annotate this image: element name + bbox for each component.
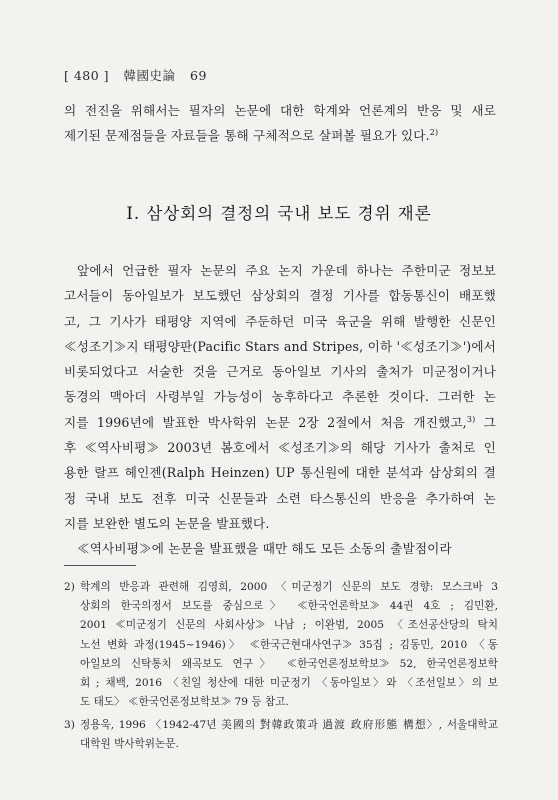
footnote-ref-3[interactable]: 3) <box>466 414 476 424</box>
footnote-number: 2) <box>64 581 75 593</box>
body-line-tail: 그 <box>483 414 496 430</box>
body-line: 앞에서 언급한 필자 논문의 주요 논지 가운데 하나는 주한미군 정보보 <box>77 263 496 278</box>
body-line: 용한 랄프 헤인젠(Ralph Heinzen) UP 통신원에 대한 분석과 삼상회의 결 <box>64 465 496 481</box>
footnote-number: 3) <box>64 719 75 731</box>
body-line: 정 국내 보도 전후 미국 신문들과 소련 타스통신의 반응을 추가하여 논 <box>64 490 496 506</box>
intro-line-1: 의 전진을 위해서는 필자의 논문에 대한 학계와 언론계의 반응 및 새로 <box>64 103 496 118</box>
footnote-line: 2001 ≪미군정기 신문의 사회사상≫ 나남 ; 이완범, 2005 〈조선공산당의 탁치 <box>80 619 498 632</box>
footnote-line: 회 ; 채백, 2016 〈친일 청산에 대한 미군정기 〈동아일보〉와 〈조선일보〉의 보 <box>80 676 498 689</box>
body-line: 동경의 맥아더 사령부일 가능성이 농후하다고 추론한 것이다. 그러한 논 <box>64 389 496 405</box>
body-line: 고, 그 기사가 태평양 지역에 주둔하던 미국 육군을 위해 발행한 신문인 <box>64 313 496 329</box>
footnote-2 <box>64 578 498 712</box>
footnote-line <box>64 716 498 735</box>
footnote-ref-2[interactable]: 2) <box>429 128 439 138</box>
footnote-line: 노선 변화 과정(1945~1946)〉 ≪한국근현대사연구≫ 35집 ; 김동민, 2010 〈동 <box>80 638 498 651</box>
footnote-line: 아일보의 신탁통치 왜곡보도 연구〉 ≪한국언론정보학보≫ 52, 한국언론정보학 <box>80 657 498 670</box>
footnote-3 <box>64 716 498 754</box>
footnote-line: 상회의 한국의정서 보도를 중심으로〉 ≪한국언론학보≫ 44권 4호 ; 김민환, <box>80 600 498 613</box>
section-heading: Ⅰ. 삼상회의 결정의 국내 보도 경위 재론 <box>126 204 432 223</box>
body-line: 지를 보완한 별도의 논문을 발표했다. <box>64 515 270 531</box>
body-paragraph-2: ≪역사비평≫에 논문을 발표했을 때만 해도 모든 소동의 출발점이라 <box>77 541 452 557</box>
running-header <box>64 66 217 84</box>
footnote-line: 도 태도〉 ≪한국언론정보학보≫ 79 등 참고. <box>80 696 289 709</box>
footnote-text: 학계의 반응과 관련해 김영희, 2000 〈미군정기 신문의 보도 경향: 모스크바 3 <box>80 581 498 593</box>
footnote-text: 정용욱, 1996 〈1942-47년 美國의 對韓政策과 過渡 政府形態 構想〉, 서울대학교 <box>80 719 498 731</box>
body-line: 고서들이 동아일보가 보도했던 삼상회의 결정 기사를 합동통신이 배포했 <box>64 288 496 304</box>
intro-paragraph <box>64 98 496 149</box>
body-line: 후 ≪역사비평≫ 2003년 봄호에서 ≪성조기≫의 해당 기사가 출처로 인 <box>64 440 496 456</box>
footnote-line <box>64 578 498 597</box>
journal-volume: 69 <box>190 68 207 83</box>
footnote-divider <box>64 565 136 566</box>
body-line-with-footnote <box>64 410 496 435</box>
journal-title: 韓國史論 <box>123 68 176 83</box>
intro-line-2 <box>64 123 496 148</box>
body-line: ≪성조기≫지 태평양판(Pacific Stars and Stripes, 이하 '≪성조기≫')에서 <box>64 338 496 354</box>
page-number: [ 480 ] <box>64 68 110 83</box>
footnote-line: 대학원 박사학위논문. <box>80 738 179 751</box>
body-paragraph-1 <box>64 258 496 562</box>
body-line: 비롯되었다고 서술한 것을 근거로 동아일보 기사의 출처가 미군정이거나 <box>64 364 496 380</box>
body-line-text: 지를 1996년에 발표한 박사학위 논문 2장 2절에서 처음 개진했고, <box>64 414 467 430</box>
intro-line-2-text: 제기된 문제점들을 자료들을 통해 구체적으로 살펴볼 필요가 있다. <box>64 128 430 144</box>
